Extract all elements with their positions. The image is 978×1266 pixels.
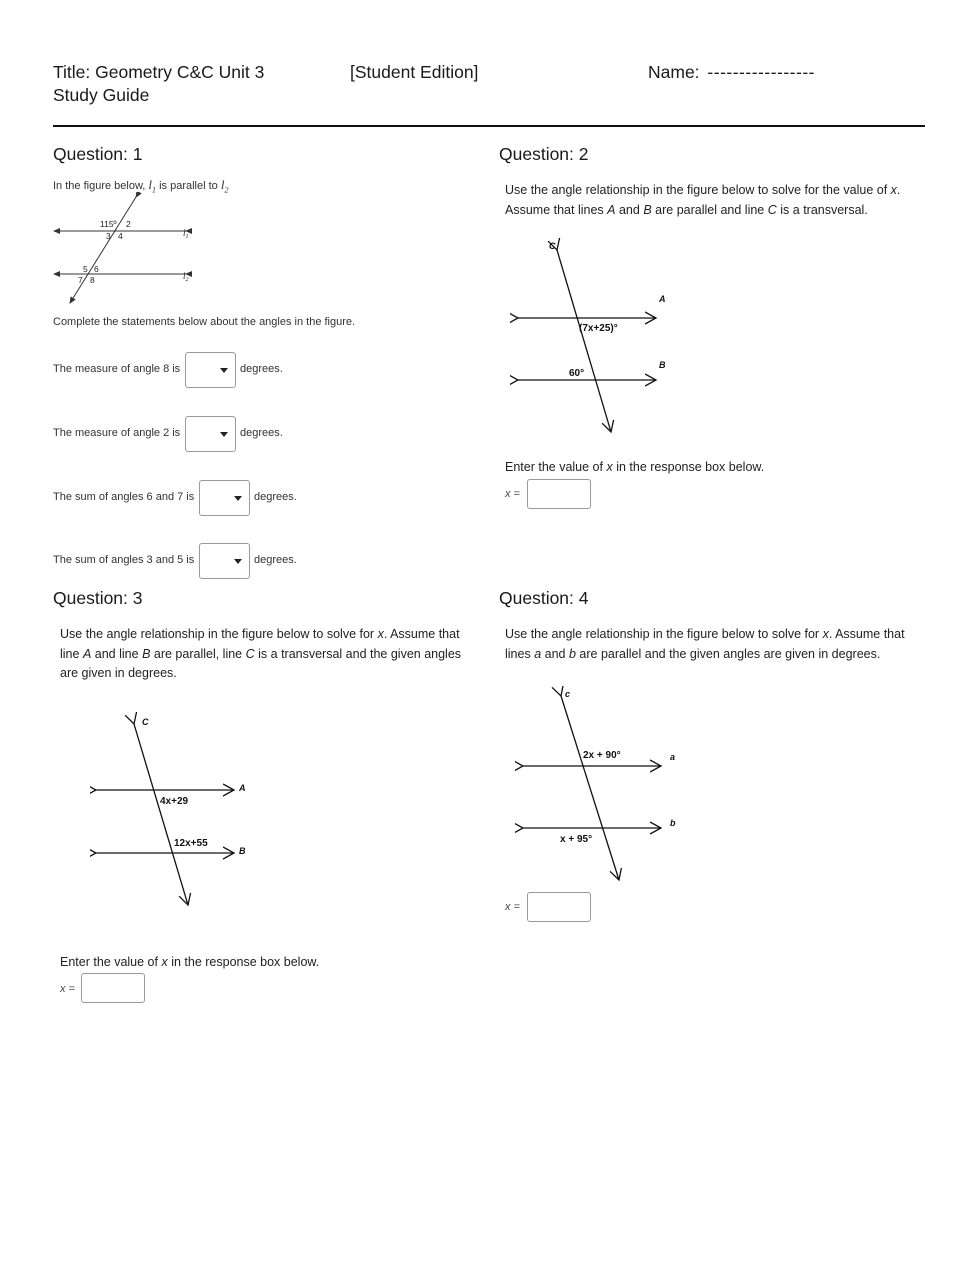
name-field <box>648 61 815 84</box>
q1-instruction: Complete the statements below about the angles in the figure. <box>53 316 356 328</box>
q4-label-b: b <box>670 818 676 828</box>
doc-title <box>53 61 343 107</box>
q3-transversal <box>134 724 188 905</box>
chevron-down-icon <box>220 432 228 437</box>
q2-label-b: B <box>659 360 666 370</box>
q1-dropdown-1[interactable] <box>185 352 236 388</box>
q3-label-c: C <box>142 717 149 727</box>
q2-x-label: x = <box>505 488 520 500</box>
q3-answer-input[interactable] <box>81 973 145 1003</box>
q4-expr-1: 2x + 90° <box>583 750 621 761</box>
q1-heading: Question: 1 <box>53 144 143 164</box>
q1-statement-2: The measure of angle 2 is <box>53 427 181 439</box>
q1-angle-6: 6 <box>94 264 99 274</box>
q3-heading: Question: 3 <box>53 588 143 608</box>
q2-answer-input[interactable] <box>527 479 591 509</box>
q3-enter-prompt: Enter the value of x in the response box below. <box>60 955 320 969</box>
q3-expr-1: 4x+29 <box>160 796 189 807</box>
q1-angle-2: 2 <box>126 219 131 229</box>
chevron-down-icon <box>234 496 242 501</box>
q2-expr: (7x+25)° <box>579 323 618 334</box>
q1-angle-3: 3 <box>106 231 111 241</box>
doc-title-line1: Title: Geometry C&C Unit 3 <box>53 62 265 82</box>
chevron-down-icon <box>220 368 228 373</box>
q2-label-c: C <box>549 241 556 251</box>
q1-suffix-2: degrees. <box>240 427 283 439</box>
q1-label-l1: $l_1$ <box>183 228 189 240</box>
q1-angle-4: 4 <box>118 231 123 241</box>
name-label: Name: <box>648 62 700 82</box>
q2-transversal <box>557 250 611 432</box>
q1-angle-115: 115º <box>100 219 117 229</box>
q1-transversal <box>70 197 136 303</box>
q1-statement-4: The sum of angles 3 and 5 is <box>53 554 195 566</box>
q2-angle-60: 60° <box>569 368 585 379</box>
q4-answer-input[interactable] <box>527 892 591 922</box>
q4-instruction: Use the angle relationship in the figure below to solve for x. Assume that lines a and b are parallel and the given angles are given in degrees. <box>505 627 905 661</box>
q1-dropdown-4[interactable] <box>199 543 250 579</box>
q1-statement-1: The measure of angle 8 is <box>53 363 181 375</box>
q1-angle-5: 5 <box>83 264 88 274</box>
q1-suffix-1: degrees. <box>240 363 283 375</box>
q4-x-label: x = <box>505 901 520 913</box>
q1-intro: In the figure below, $l_1$ is parallel to $l_2$ <box>53 177 229 195</box>
q4-transversal <box>561 696 619 880</box>
q1-figure <box>50 192 210 307</box>
q2-instruction: Use the angle relationship in the figure below to solve for the value of x. Assume that lines A and B are parallel and line C is a transversal. <box>505 183 901 217</box>
q3-instruction: Use the angle relationship in the figure below to solve for x. Assume that line A and line B are parallel, line C is a transversal and the given angles are given in degrees. <box>60 627 462 680</box>
q4-heading: Question: 4 <box>499 588 589 608</box>
q2-enter-prompt: Enter the value of x in the response box below. <box>505 460 765 474</box>
q1-statement-3: The sum of angles 6 and 7 is <box>53 491 195 503</box>
header-divider <box>53 125 925 127</box>
chevron-down-icon <box>234 559 242 564</box>
edition-label: [Student Edition] <box>350 62 479 82</box>
q4-label-c: c <box>565 689 571 699</box>
q1-dropdown-3[interactable] <box>199 480 250 516</box>
q2-label-a: A <box>659 294 666 304</box>
q1-label-l2: $l_2$ <box>183 271 189 283</box>
q3-expr-2: 12x+55 <box>174 838 208 849</box>
q1-suffix-3: degrees. <box>254 491 297 503</box>
q1-suffix-4: degrees. <box>254 554 297 566</box>
q3-x-label: x = <box>60 983 75 995</box>
q4-label-a: a <box>670 752 676 762</box>
name-blank: ----------------- <box>707 62 815 82</box>
q3-label-a: A <box>239 783 246 793</box>
q2-heading: Question: 2 <box>499 144 589 164</box>
q4-figure <box>515 686 690 886</box>
q3-figure <box>90 712 265 912</box>
q3-label-b: B <box>239 846 246 856</box>
q1-angle-7: 7 <box>78 275 83 285</box>
q4-expr-2: x + 95° <box>560 834 593 845</box>
q2-figure <box>510 236 685 436</box>
doc-title-line2: Study Guide <box>53 85 150 105</box>
q1-dropdown-2[interactable] <box>185 416 236 452</box>
q1-angle-8: 8 <box>90 275 95 285</box>
